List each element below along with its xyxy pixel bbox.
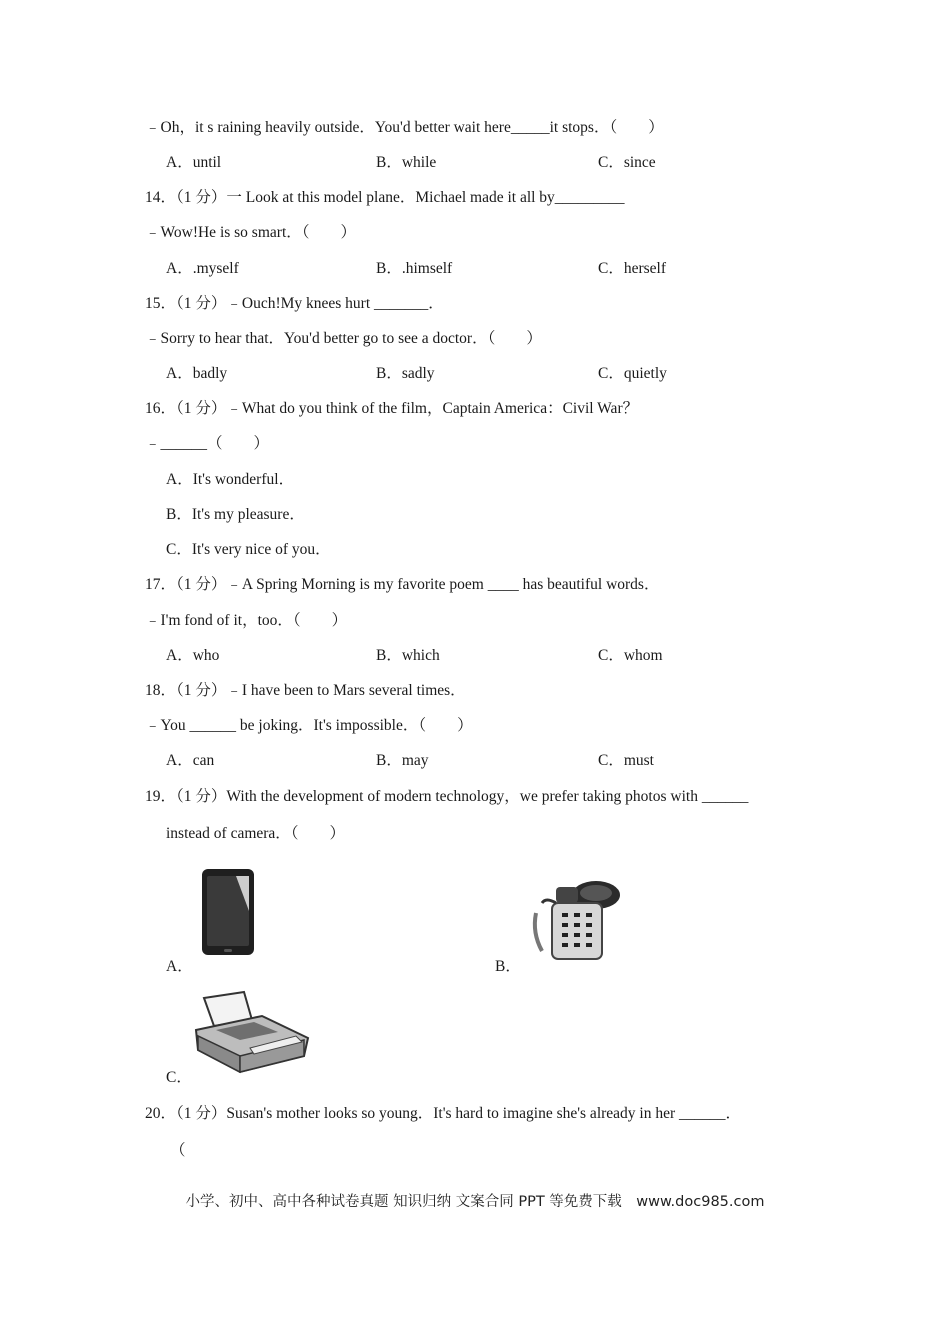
- q15-option-c: C．quietly: [598, 365, 667, 382]
- q18-stem: 18．（1 分）﹣I have been to Mars several times．: [145, 682, 466, 699]
- smartphone-image: [196, 866, 260, 958]
- q14-option-c: C．herself: [598, 260, 667, 277]
- telephone-image: [528, 873, 624, 963]
- q13-option-c: C．since: [598, 154, 656, 171]
- q15-option-a: A．badly: [166, 365, 228, 382]
- q15-response: ﹣Sorry to hear that．You'd better go to see a doctor．（ ）: [145, 330, 542, 347]
- q14-stem: 14．（1 分）一 Look at this model plane．Michael made it all by_________: [145, 189, 625, 206]
- q16-option-a: A．It's wonderful．: [166, 471, 295, 488]
- q17-response: ﹣I'm fond of it，too．（ ）: [145, 612, 348, 629]
- l13-continuation: ﹣Oh，it s raining heavily outside．You'd better wait here_____it stops．（ ）: [145, 119, 664, 136]
- q16-stem: 16．（1 分）﹣What do you think of the film，Captain America：Civil War？: [145, 400, 639, 417]
- q17-option-a: A．who: [166, 647, 220, 664]
- q19-stem-continued: instead of camera．（ ）: [166, 825, 346, 842]
- q13-option-b: B．while: [376, 154, 437, 171]
- printer-image: [192, 990, 314, 1076]
- q16-option-b: B．It's my pleasure．: [166, 506, 305, 523]
- q14-response: ﹣Wow!He is so smart．（ ）: [145, 224, 356, 241]
- q16-option-c: C．It's very nice of you．: [166, 541, 331, 558]
- q18-response: ﹣You ______ be joking．It's impossible．（ ）: [145, 717, 473, 734]
- q20-answer-bracket: （: [170, 1142, 186, 1159]
- q18-option-c: C．must: [598, 752, 654, 769]
- q15-stem: 15．（1 分）﹣Ouch!My knees hurt _______．: [145, 295, 444, 312]
- q18-option-b: B．may: [376, 752, 429, 769]
- q19-option-a-label: A．: [166, 958, 193, 975]
- q19-option-b-label: B．: [495, 958, 521, 975]
- page-footer: 小学、初中、高中各种试卷真题 知识归纳 文案合同 PPT 等免费下载 www.doc985.com: [185, 1194, 765, 1210]
- q15-option-b: B．sadly: [376, 365, 435, 382]
- q13-option-a: A．until: [166, 154, 222, 171]
- q17-option-c: C．whom: [598, 647, 663, 664]
- q19-option-c-label: C．: [166, 1069, 192, 1086]
- q18-option-a: A．can: [166, 752, 215, 769]
- q17-option-b: B．which: [376, 647, 440, 664]
- q14-option-b: B．.himself: [376, 260, 453, 277]
- q14-option-a: A．.myself: [166, 260, 239, 277]
- q19-stem: 19．（1 分）With the development of modern technology，we prefer taking photos with ______: [145, 788, 749, 805]
- q16-response: ﹣______（ ）: [145, 435, 270, 452]
- q17-stem: 17．（1 分）﹣A Spring Morning is my favorite poem ____ has beautiful words．: [145, 576, 660, 593]
- q20-stem: 20．（1 分）Susan's mother looks so young．It's hard to imagine she's already in her ______．: [145, 1105, 742, 1122]
